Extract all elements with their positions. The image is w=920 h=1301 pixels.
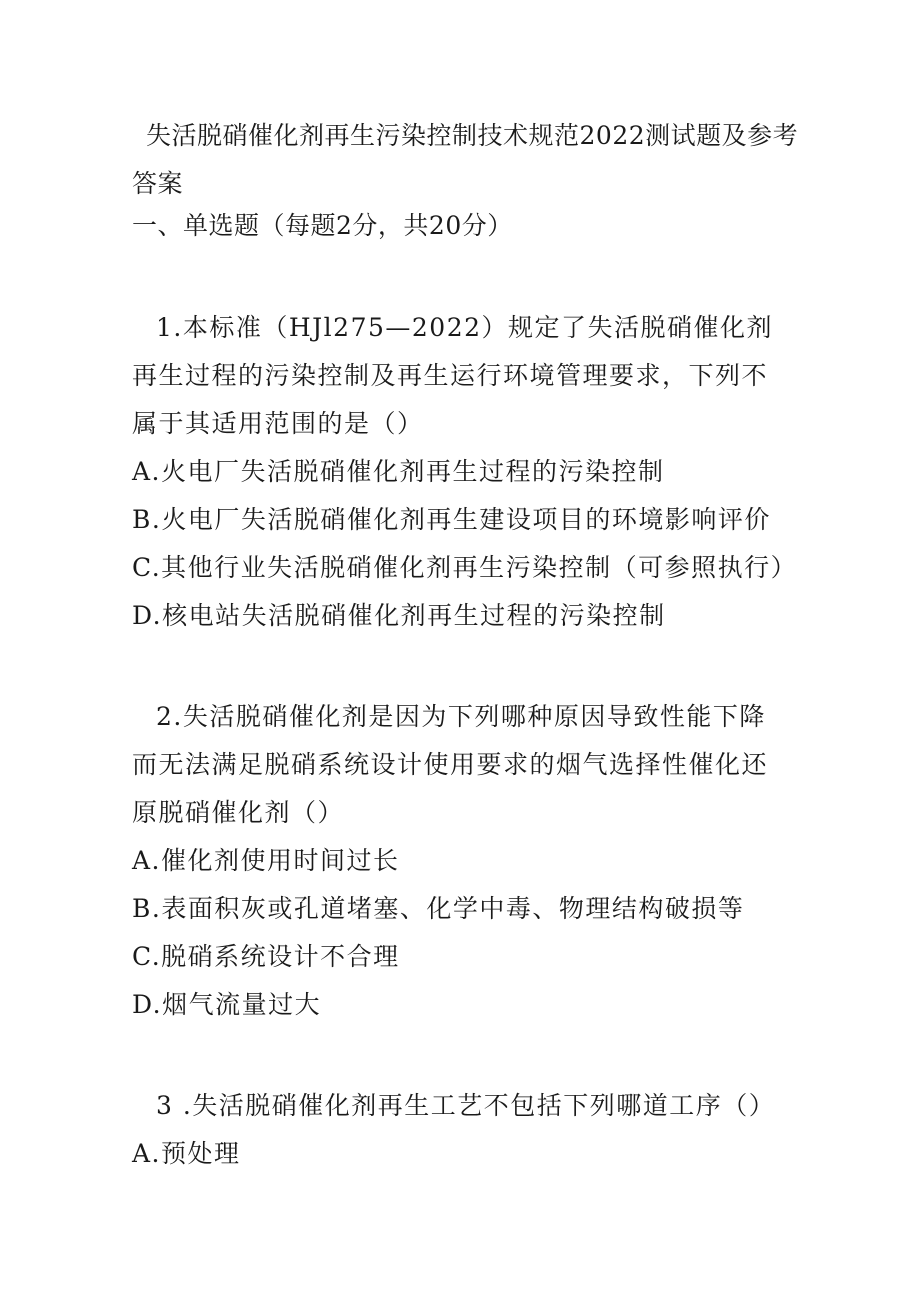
- option-list: [132, 837, 792, 1029]
- option-c: C.脱硝系统设计不合理: [132, 942, 400, 971]
- option-d: D.烟气流量过大: [132, 990, 322, 1019]
- question-stem: 2.失活脱硝催化剂是因为下列哪种原因导致性能下降而无法满足脱硝系统设计使用要求的烟气选择性催化还原脱硝催化剂（）: [132, 702, 769, 827]
- question-stem: 1.本标准（HJl275—2022）规定了失活脱硝催化剂再生过程的污染控制及再生运行环境管理要求，下列不属于其适用范围的是（）: [132, 313, 774, 438]
- option-list: [132, 448, 798, 640]
- option-c: C.其他行业失活脱硝催化剂再生污染控制（可参照执行）: [132, 553, 798, 582]
- question-1: [132, 304, 798, 640]
- section-heading: 一、单选题（每题2分，共20分）: [132, 211, 513, 240]
- question-stem: 3 .失活脱硝催化剂再生工艺不包括下列哪道工序（）: [156, 1091, 776, 1120]
- question-2: [132, 693, 792, 1029]
- option-a: A.催化剂使用时间过长: [132, 846, 400, 875]
- option-a: A.预处理: [132, 1139, 241, 1168]
- option-d: D.核电站失活脱硝催化剂再生过程的污染控制: [132, 601, 666, 630]
- option-list: [132, 1130, 792, 1178]
- option-b: B.火电厂失活脱硝催化剂再生建设项目的环境影响评价: [132, 505, 771, 534]
- document-title: 失活脱硝催化剂再生污染控制技术规范2022测试题及参考答案: [132, 121, 799, 198]
- option-b: B.表面积灰或孔道堵塞、化学中毒、物理结构破损等: [132, 894, 745, 923]
- option-a: A.火电厂失活脱硝催化剂再生过程的污染控制: [132, 457, 665, 486]
- question-3: [132, 1082, 792, 1178]
